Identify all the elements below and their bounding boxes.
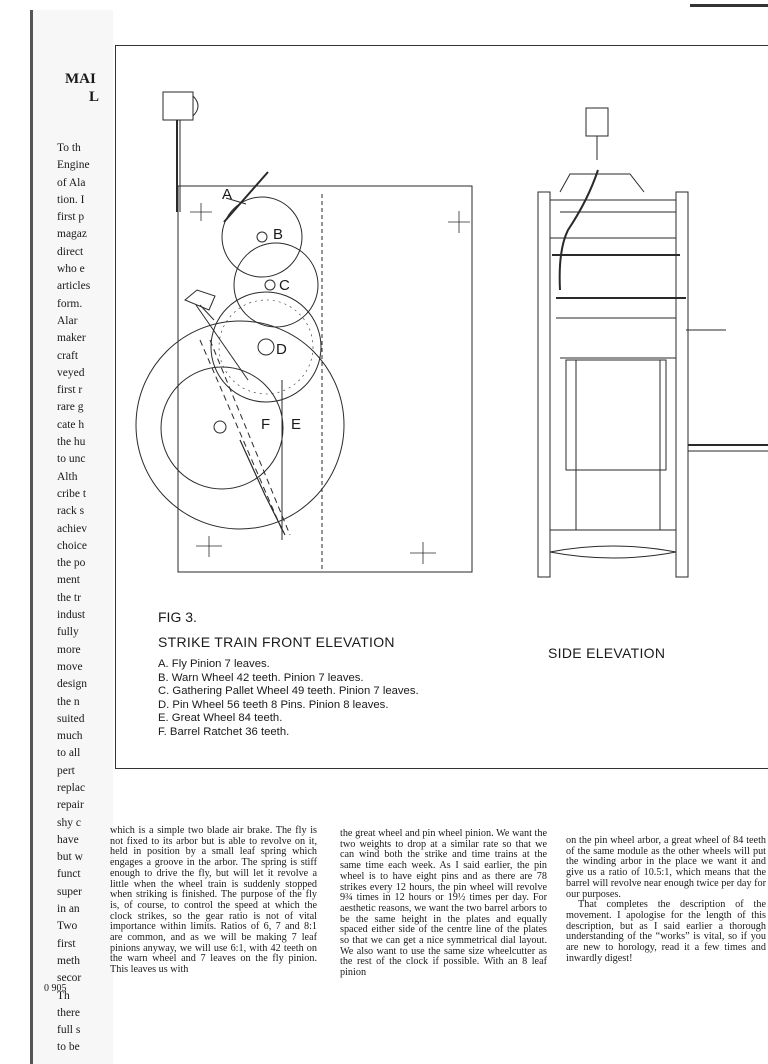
previous-page-line: first r: [57, 384, 83, 397]
previous-page-line: but w: [57, 851, 83, 864]
paragraph: That completes the description of the movement. I apologise for the length of this description, but as I said earlier a thorough understanding of the “works” is vital, so if you are new to horology, read it a few times and inwardly digest!: [566, 899, 766, 964]
previous-page-line: veyed: [57, 366, 85, 379]
legend-item: E. Great Wheel 84 teeth.: [158, 712, 283, 725]
legend-item: D. Pin Wheel 56 teeth 8 Pins. Pinion 8 leaves.: [158, 698, 389, 711]
legend-item: B. Warn Wheel 42 teeth. Pinion 7 leaves.: [158, 671, 364, 684]
previous-page-line: first p: [57, 211, 85, 224]
previous-page-line: Alth: [57, 470, 78, 483]
previous-page-line: there: [57, 1006, 80, 1019]
previous-page-line: achiev: [57, 522, 88, 535]
previous-page-line: cribe t: [57, 487, 87, 500]
previous-page-line: funct: [57, 868, 81, 881]
paragraph: on the pin wheel arbor, a great wheel of 84 teeth of the same module as the other wheels will put the winding arbor in the place we want it and give us a ratio of 10.5:1, which means that the barrel will revolve near enough twice per day for our purposes.: [566, 835, 766, 900]
label-f: F: [261, 416, 271, 433]
previous-page-line: cate h: [57, 418, 85, 431]
label-d: D: [276, 341, 287, 358]
figure-legend: [158, 658, 419, 740]
previous-page-line: to be: [57, 1041, 80, 1054]
previous-page-text: [57, 140, 113, 1057]
previous-page-header: [65, 70, 99, 106]
page-top-rule: [690, 4, 768, 7]
label-b: B: [273, 226, 284, 243]
previous-page-line: To th: [57, 142, 81, 154]
previous-page-line: of Ala: [57, 176, 86, 189]
previous-page-line: to unc: [57, 453, 86, 466]
previous-page-line: the hu: [57, 436, 86, 449]
previous-page-line: maker: [57, 332, 86, 345]
legend-item: A. Fly Pinion 7 leaves.: [158, 658, 270, 670]
previous-page-line: first: [57, 937, 76, 950]
previous-page-line: choice: [57, 539, 88, 552]
previous-page-line: ment: [57, 574, 80, 587]
article-column-3: [566, 836, 766, 964]
previous-page-line: tion. I: [57, 193, 85, 206]
previous-page-line: indust: [57, 609, 86, 622]
previous-page-line: move: [57, 660, 83, 673]
previous-page-line: fully: [57, 626, 79, 639]
previous-page-line: repair: [57, 799, 84, 812]
previous-page-line: full s: [57, 1024, 81, 1037]
previous-page-line: more: [57, 643, 81, 656]
previous-page-line: rare g: [57, 401, 84, 414]
previous-page-line: the po: [57, 557, 86, 570]
previous-page-line: super: [57, 885, 82, 898]
previous-page-line: articles: [57, 280, 91, 293]
previous-page-line: meth: [57, 954, 80, 967]
label-c: C: [279, 277, 290, 294]
previous-page-line: who e: [57, 263, 85, 276]
previous-page-line: craft: [57, 349, 79, 362]
previous-page-line: magaz: [57, 228, 88, 241]
article-column-1: [110, 826, 317, 976]
previous-page-line: Engine: [57, 159, 90, 172]
figure-number: FIG 3.: [158, 609, 197, 625]
previous-page-line: the n: [57, 695, 80, 708]
previous-page-line: direct: [57, 245, 84, 258]
page-number: 0 905: [44, 983, 67, 994]
legend-item: F. Barrel Ratchet 36 teeth.: [158, 725, 290, 738]
previous-page-line: in an: [57, 903, 80, 916]
previous-page-line: Alar: [57, 314, 78, 327]
previous-page-line: design: [57, 678, 88, 691]
previous-page-line: shy c: [57, 816, 81, 829]
paragraph: the great wheel and pin wheel pinion. We want the two weights to drop at a similar rate so that we can wind both the strike and time trains at the same time each week. As I said earlier, the pin wheel is to have eight pins and as there are 78 strikes every 12 hours, the pin wheel will revolve 9¾ times in 12 hours or 19½ times per day. For aesthetic reasons, we want the two barrel arbors to be the same height in the plates and equally spaced either side of the centre line of the plates so that we can get a nice symmetrical dial layout. We also want to use the same size wheelcutter as the rest of the clock if possible. With an 8 leaf pinion: [340, 828, 547, 979]
label-e: E: [291, 416, 302, 433]
article-column-2: [340, 829, 547, 979]
previous-page-line: Th: [57, 989, 70, 1002]
paragraph: which is a simple two blade air brake. The fly is not fixed to its arbor but is able to revolve on it, held in position by a small leaf spring which engages a groove in the arbor. The spring is stiff enough to drive the fly, but will let it revolve a little when the wheel train is suddenly stopped when striking is finished. The purpose of the fly is, of course, to control the speed at which the clock strikes, so the gear ratio is not of vital importance within limits. Ratios of 6, 7 and 8:1 are common, and as we will be making 7 leaf pinions anyway, we will use 6:1, with 42 teeth on the warn wheel and 7 leaves on the fly pinion. This leaves us with: [110, 825, 317, 976]
previous-header-line: L: [89, 89, 100, 105]
previous-header-line: MAI: [65, 71, 96, 87]
previous-page-line: replac: [57, 781, 86, 794]
previous-page-line: suited: [57, 712, 85, 725]
previous-page-line: pert: [57, 764, 75, 777]
previous-page-line: the tr: [57, 591, 81, 604]
figure-title: STRIKE TRAIN FRONT ELEVATION: [158, 634, 395, 650]
previous-page-line: rack s: [57, 505, 85, 518]
previous-page-line: much: [57, 730, 83, 743]
legend-item: C. Gathering Pallet Wheel 49 teeth. Pinion 7 leaves.: [158, 685, 419, 698]
side-elevation-title: SIDE ELEVATION: [548, 645, 666, 661]
previous-page-margin: [30, 10, 113, 1064]
previous-page-line: have: [57, 833, 79, 846]
previous-page-line: Two: [57, 920, 78, 933]
previous-page-line: secor: [57, 972, 82, 985]
previous-page-line: to all: [57, 747, 81, 760]
label-a: A: [222, 186, 233, 203]
previous-page-line: form.: [57, 297, 83, 310]
